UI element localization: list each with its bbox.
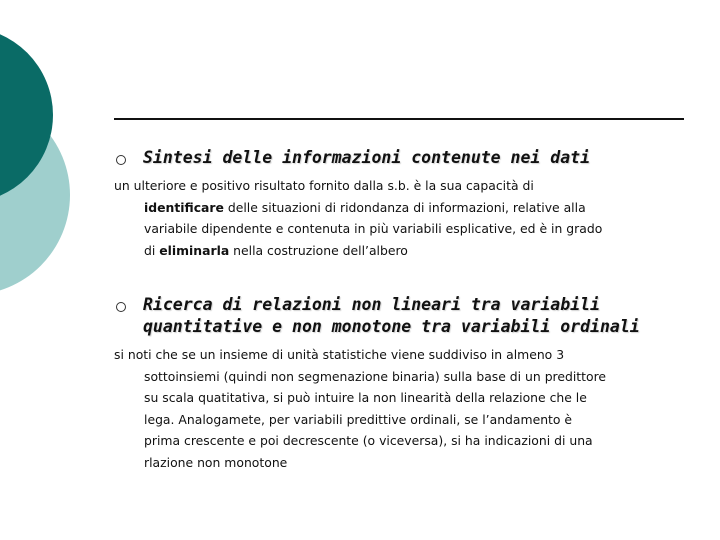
section1-paragraph [114, 175, 602, 261]
circle-bullet-icon [116, 302, 126, 312]
section2-heading [143, 294, 640, 338]
section2-line: rlazione non monotone [144, 454, 288, 470]
decorative-circles [0, 0, 80, 300]
section2-paragraph [114, 344, 606, 473]
section1-heading: Sintesi delle informazioni contenute nei dati [143, 148, 591, 167]
section1-line-1: un ulteriore e positivo risultato fornito dalla s.b. è la sua capacità di [114, 178, 534, 193]
section2-line: su scala quatitativa, si può intuire la non linearità della relazione che le [144, 390, 587, 405]
bullet-1 [116, 153, 128, 165]
section1-line-4-text: nella costruzione dell’albero [229, 242, 408, 258]
horizontal-divider [114, 118, 684, 120]
bold-word-identificare: identificare [144, 199, 224, 215]
section1-line-3: variabile dipendente e contenuta in più variabili esplicative, ed è in grado [144, 221, 603, 236]
section2-heading-line-2: quantitative e non monotone tra variabili ordinali [143, 317, 640, 336]
circle-bullet-icon [116, 155, 126, 165]
section2-line: prima crescente e poi decrescente (o viceversa), si ha indicazioni di una [144, 433, 593, 448]
section2-heading-line-1: Ricerca di relazioni non lineari tra variabili [143, 295, 600, 314]
section1-line-2 [114, 197, 602, 219]
bullet-2 [116, 300, 128, 312]
section2-line: si noti che se un insieme di unità statistiche viene suddiviso in almeno 3 [114, 347, 565, 362]
section2-line: sottoinsiemi (quindi non segmenazione binaria) sulla base di un predittore [144, 368, 607, 384]
section2-line: lega. Analogamete, per variabili predittive ordinali, se l’andamento è [144, 411, 573, 427]
section1-line-4 [114, 240, 602, 262]
section1-line-2-text: delle situazioni di ridondanza di informazioni, relative alla [223, 199, 586, 215]
bold-word-eliminarla: eliminarla [159, 242, 230, 258]
section1-line-4-start: di [144, 242, 160, 258]
